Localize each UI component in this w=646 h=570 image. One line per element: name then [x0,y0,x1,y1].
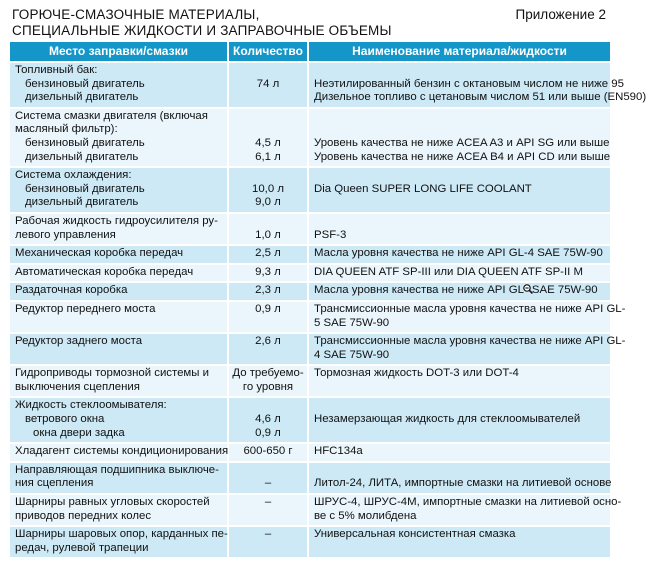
table-row [10,494,610,526]
place-cell [10,282,228,301]
quantity-line: го уровня [242,380,294,393]
column-header-material: Наименование материала/жидкости [308,42,610,62]
table-row [10,365,610,397]
material-cell [308,397,610,443]
quantity-cell [228,213,308,245]
quantity-cell [228,62,308,108]
material-line [314,169,606,183]
quantity-line: 2,3 л [255,284,281,297]
quantity-line: 1,0 л [255,228,281,241]
material-cell [308,264,610,283]
place-line: ветрового окна [25,413,105,426]
quantity-line: 4,5 л [255,136,281,149]
material-line [314,427,606,441]
material-line: 4 SAE 75W-90 [314,348,390,361]
material-line: Незамерзающая жидкость для стеклоомывателей [314,413,581,426]
material-line [314,399,606,413]
place-cell [10,108,228,167]
table-row [10,333,610,365]
place-cell [10,365,228,397]
material-line: Dia Queen SUPER LONG LIFE COOLANT [314,182,532,195]
quantity-line: 0,9 л [255,302,281,315]
material-line [314,381,606,395]
place-line: выключения сцепления [15,380,140,393]
place-line: Топливный бак: [15,64,98,76]
title-line-2: СПЕЦИАЛЬНЫЕ ЖИДКОСТИ И ЗАПРАВОЧНЫЕ ОБЪЕМЫ [12,23,392,38]
quantity-line: 9,3 л [255,265,281,278]
material-line [314,464,606,478]
material-line: 5 SAE 75W-90 [314,316,390,329]
place-line: Редуктор заднего моста [15,335,143,348]
place-line: дизельный двигатель [25,196,139,209]
material-line: Неэтилированный бензин с октановым числом не ниже 95 [314,77,624,90]
quantity-line [231,510,305,524]
place-line: ния сцепления [15,477,94,490]
quantity-cell [228,526,308,557]
material-line: ве с 5% молибдена [314,509,417,522]
place-line: бензиновый двигатель [25,182,145,195]
material-line: Универсальная консистентная смазка [314,528,516,541]
material-line [314,542,606,556]
place-line: левого управления [15,228,116,241]
quantity-line [231,110,305,124]
place-line: Хладагент системы кондиционирования [15,445,229,458]
place-line: окна двери задка [33,426,125,439]
place-line: редач, рулевой трапеции [15,541,149,554]
material-line: Тормозная жидкость DOT-3 или DOT-4 [314,367,519,380]
quantity-line: 0,9 л [255,426,281,439]
page-header [12,7,610,45]
table-row [10,264,610,283]
material-cell [308,365,610,397]
place-cell [10,62,228,108]
place-line: дизельный двигатель [25,150,139,163]
place-line: Система смазки двигателя (включая [15,109,208,122]
quantity-line: 4,6 л [255,413,281,426]
fluids-table [10,42,646,557]
quantity-line [231,464,305,478]
material-line: Трансмиссионные масла уровня качества не ниже API GL- [314,335,626,348]
material-cell [308,245,610,264]
place-line: бензиновый двигатель [25,136,145,149]
quantity-line: 600-650 г [243,445,293,458]
table-header-row [10,42,610,62]
quantity-line [231,542,305,556]
material-cell [308,462,610,494]
table-row [10,462,610,494]
place-line: дизельный двигатель [25,91,139,104]
place-line: Шарниры шаровых опор, карданных пе- [15,528,228,541]
column-header-place: Место заправки/смазки [10,42,228,62]
material-line: ШРУС-4, ШРУС-4М, импортные смазки на литиевой осно- [314,496,622,509]
material-line: Уровень качества не ниже ACEA A3 и API SG или выше [314,136,610,149]
place-cell [10,462,228,494]
place-cell [10,264,228,283]
material-cell [308,282,610,301]
place-cell [10,443,228,462]
material-cell [308,167,610,213]
material-cell [308,494,622,526]
quantity-cell [228,301,308,333]
material-line: Литол-24, ЛИТА, импортные смазки на литиевой основе [314,477,612,490]
table-row [10,62,610,108]
quantity-line: – [264,477,272,490]
quantity-cell [228,397,308,443]
table-row [10,213,610,245]
place-line: Рабочая жидкость гидроусилителя ру- [15,214,218,227]
place-line: Автоматическая коробка передач [15,265,194,278]
table-row [10,245,610,264]
place-cell [10,526,228,557]
place-line: Механическая коробка передач [15,247,184,260]
place-line: Гидроприводы тормозной системы и [15,367,209,380]
material-line [314,284,606,298]
material-line: Уровень качества не ниже ACEA B4 и API CD или выше [314,150,611,163]
place-cell [10,494,228,526]
place-cell [10,167,228,213]
place-line: Раздаточная коробка [15,284,128,297]
quantity-line: До требуемо- [232,367,304,380]
appendix-label: Приложение 2 [515,7,606,22]
table-row [10,397,610,443]
quantity-line: 10,0 л [252,182,284,195]
quantity-line [231,64,305,78]
material-line: Масла уровня качества не ниже API GL-4 SAE 75W-90 [314,247,603,260]
place-line: Жидкость стеклоомывателя: [15,399,167,412]
material-text-end: SAE 75W-90 [531,284,598,297]
quantity-line: 6,1 л [255,150,281,163]
material-line [314,196,606,210]
material-line: DIA QUEEN ATF SP-III или DIA QUEEN ATF SP-II M [314,265,583,278]
place-cell [10,213,228,245]
quantity-line: – [264,496,272,509]
material-cell [308,443,610,462]
place-line: Направляющая подшипника выключе- [15,463,219,476]
material-cell [308,62,646,108]
table-row [10,167,610,213]
material-line [314,64,606,78]
quantity-line [231,91,305,105]
quantity-line [231,169,305,183]
place-cell [10,397,228,443]
place-line: Система охлаждения: [15,169,132,182]
quantity-cell [228,333,308,365]
place-line: бензиновый двигатель [25,77,145,90]
material-cell [308,301,626,333]
table-row [10,526,610,557]
place-cell [10,301,228,333]
material-line: PSF-3 [314,228,347,241]
material-line: HFC134a [314,445,363,458]
table-row [10,443,610,462]
place-line: Редуктор переднего моста [15,302,156,315]
column-header-quantity: Количество [228,42,308,62]
material-line [314,215,606,229]
material-cell [308,108,610,167]
place-cell [10,245,228,264]
quantity-line: – [264,528,272,541]
place-line: Шарниры равных угловых скоростей [15,496,210,509]
quantity-cell [228,167,308,213]
quantity-cell [228,108,308,167]
quantity-cell [228,264,308,283]
quantity-line: 9,0 л [255,196,281,209]
material-line: Трансмиссионные масла уровня качества не ниже API GL- [314,302,626,315]
quantity-line: 2,6 л [255,335,281,348]
quantity-cell [228,282,308,301]
material-line: Дизельное топливо с цетановым числом 51 или выше (EN590) [314,91,646,104]
quantity-cell [228,365,308,397]
material-cell [308,526,610,557]
quantity-line [231,215,305,229]
quantity-cell [228,494,308,526]
material-line [314,123,606,137]
quantity-line [231,123,305,137]
material-cell [308,213,610,245]
quantity-line [231,399,305,413]
place-line: масляный фильтр): [15,123,118,136]
place-line: приводов передних колес [15,509,152,522]
material-line [314,110,606,124]
place-cell [10,333,228,365]
material-text-start: Масла уровня качества не ниже API GL [314,284,524,297]
quantity-line: 2,5 л [255,247,281,260]
table-row [10,301,610,333]
quantity-cell [228,443,308,462]
quantity-line: 74 л [256,77,280,90]
quantity-cell [228,245,308,264]
title-line-1: ГОРЮЧЕ-СМАЗОЧНЫЕ МАТЕРИАЛЫ, [12,7,260,22]
table-row [10,282,610,301]
quantity-cell [228,462,308,494]
page-title [12,7,392,39]
table-row [10,108,610,167]
material-cell [308,333,626,365]
